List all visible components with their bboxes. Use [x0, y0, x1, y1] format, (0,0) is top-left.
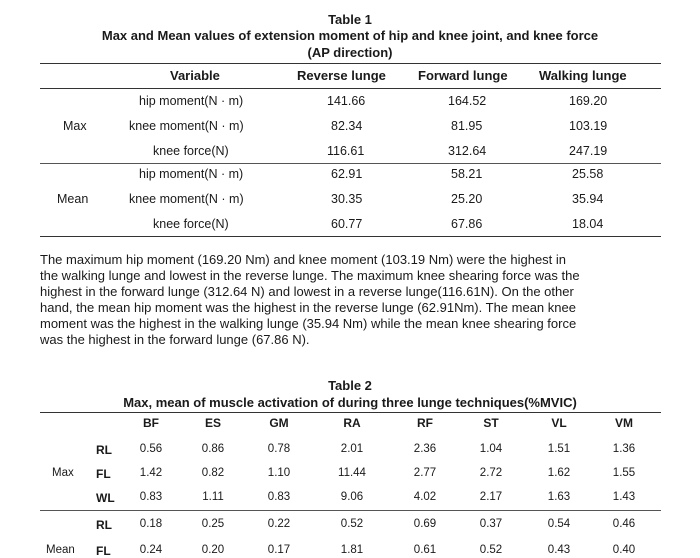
table2-cell: 1.04: [479, 443, 503, 455]
table2-cell: 1.81: [340, 544, 364, 556]
table2-cell: 0.24: [139, 544, 163, 556]
table2-caption: Max, mean of muscle activation of during three lunge techniques(%MVIC): [123, 395, 577, 410]
table1-cell: 141.66: [327, 94, 366, 108]
table1-cell: 164.52: [448, 94, 487, 108]
table2-group-label: Max: [52, 467, 74, 479]
table2-technique-label: WL: [96, 491, 115, 505]
table1-group-rule: [40, 163, 661, 164]
table1-header-variable: Variable: [170, 68, 220, 83]
table2-header-vl: VL: [551, 416, 567, 430]
table2-cell: 0.40: [612, 544, 636, 556]
table2-cell: 1.51: [547, 443, 571, 455]
table2-cell: 0.83: [267, 491, 291, 503]
table2-cell: 1.63: [547, 491, 571, 503]
table1-variable: hip moment(N · m): [139, 167, 244, 181]
table2-header-rf: RF: [417, 416, 433, 430]
paragraph-line: was the highest in the forward lunge (67.86 N).: [40, 332, 310, 347]
table2-header-es: ES: [204, 416, 221, 430]
table1-cell: 18.04: [572, 217, 604, 231]
table1-variable: knee moment(N · m): [129, 119, 244, 133]
table2-top-rule: [40, 412, 661, 413]
table1-cell: 30.35: [331, 192, 363, 206]
table2-cell: 0.78: [267, 443, 291, 455]
table2-cell: 0.86: [201, 443, 225, 455]
table1-header-rule: [40, 88, 661, 89]
table1-cell: 103.19: [569, 119, 608, 133]
table1-cell: 58.21: [451, 167, 483, 181]
table2-header-bf: BF: [143, 416, 159, 430]
table2-cell: 1.42: [139, 467, 163, 479]
table1-cell: 81.95: [451, 119, 483, 133]
paragraph-line: highest in the forward lunge (312.64 N) and lowest in a reverse lunge(116.61N). On the other: [40, 284, 574, 299]
body-paragraph: [40, 252, 664, 348]
table2-cell: 0.82: [201, 467, 225, 479]
table2-technique-label: RL: [96, 443, 112, 457]
table2-cell: 9.06: [340, 491, 364, 503]
table1-variable: hip moment(N · m): [139, 94, 244, 108]
table2-technique-label: FL: [96, 544, 111, 558]
table2-cell: 0.43: [547, 544, 571, 556]
table2-cell: 0.83: [139, 491, 163, 503]
table2-cell: 1.55: [612, 467, 636, 479]
table1-variable: knee force(N): [153, 144, 229, 158]
table2-cell: 2.77: [413, 467, 437, 479]
table2-cell: 2.01: [340, 443, 364, 455]
table2-cell: 0.52: [340, 518, 364, 530]
paragraph-line: moment was the highest in the walking lunge (35.94 Nm) while the mean knee shearing force: [40, 316, 577, 331]
table1-cell: 35.94: [572, 192, 604, 206]
table2-cell: 1.62: [547, 467, 571, 479]
table1-cell: 25.20: [451, 192, 483, 206]
table1-header-reverse: Reverse lunge: [297, 68, 386, 83]
table2-group-rule: [40, 510, 661, 511]
table2-header-st: ST: [483, 416, 499, 430]
table2-title: Table 2: [328, 378, 372, 393]
table2-technique-label: FL: [96, 467, 111, 481]
table2-cell: 0.54: [547, 518, 571, 530]
table2-cell: 1.11: [202, 491, 224, 503]
table2-cell: 4.02: [413, 491, 437, 503]
table1-group-label: Mean: [57, 192, 89, 206]
table2-cell: 0.18: [139, 518, 163, 530]
table1-cell: 247.19: [569, 144, 608, 158]
table2-cell: 0.17: [267, 544, 291, 556]
table1-top-rule: [40, 63, 661, 64]
table1-cell: 67.86: [451, 217, 483, 231]
table2-cell: 0.25: [201, 518, 225, 530]
table2-header-ra: RA: [343, 416, 361, 430]
table1-group-label: Max: [63, 119, 87, 133]
table1-caption-line2: (AP direction): [307, 45, 393, 60]
table2-cell: 0.69: [413, 518, 437, 530]
table1-variable: knee moment(N · m): [129, 192, 244, 206]
table1-cell: 312.64: [448, 144, 487, 158]
table2-cell: 0.56: [139, 443, 163, 455]
table2-cell: 0.52: [479, 544, 503, 556]
table2-header-gm: GM: [269, 416, 289, 430]
table1-cell: 169.20: [569, 94, 608, 108]
table2-cell: 2.72: [479, 467, 503, 479]
table2-cell: 0.22: [267, 518, 291, 530]
table2-cell: 0.46: [612, 518, 636, 530]
table2-header-vm: VM: [615, 416, 633, 430]
table1-cell: 116.61: [327, 144, 365, 158]
table2-cell: 2.36: [413, 443, 437, 455]
table1-bottom-rule: [40, 236, 661, 237]
table2-cell: 0.20: [201, 544, 225, 556]
table2-cell: 0.37: [479, 518, 503, 530]
table1-cell: 60.77: [331, 217, 363, 231]
paragraph-line: The maximum hip moment (169.20 Nm) and knee moment (103.19 Nm) were the highest in: [40, 252, 567, 267]
table2-cell: 0.61: [413, 544, 437, 556]
table1-header-forward: Forward lunge: [418, 68, 508, 83]
paragraph-line: hand, the mean hip moment was the highest in the reverse lunge (62.91Nm). The mean knee: [40, 300, 576, 315]
table1-header-walking: Walking lunge: [539, 68, 627, 83]
table2-group-label: Mean: [46, 544, 75, 556]
table2-cell: 1.10: [267, 467, 291, 479]
paragraph-line: the walking lunge and lowest in the reverse lunge. The maximum knee shearing force was the: [40, 268, 580, 283]
table2-cell: 2.17: [479, 491, 503, 503]
table2-cell: 11.44: [338, 467, 366, 479]
table2-technique-label: RL: [96, 518, 112, 532]
table1-variable: knee force(N): [153, 217, 229, 231]
table1-caption-line1: Max and Mean values of extension moment of hip and knee joint, and knee force: [101, 28, 599, 43]
table1-title: Table 1: [328, 12, 372, 27]
table1-cell: 62.91: [331, 167, 363, 181]
table2-cell: 1.43: [612, 491, 636, 503]
table1-cell: 25.58: [572, 167, 604, 181]
table1-cell: 82.34: [331, 119, 363, 133]
table2-cell: 1.36: [612, 443, 636, 455]
